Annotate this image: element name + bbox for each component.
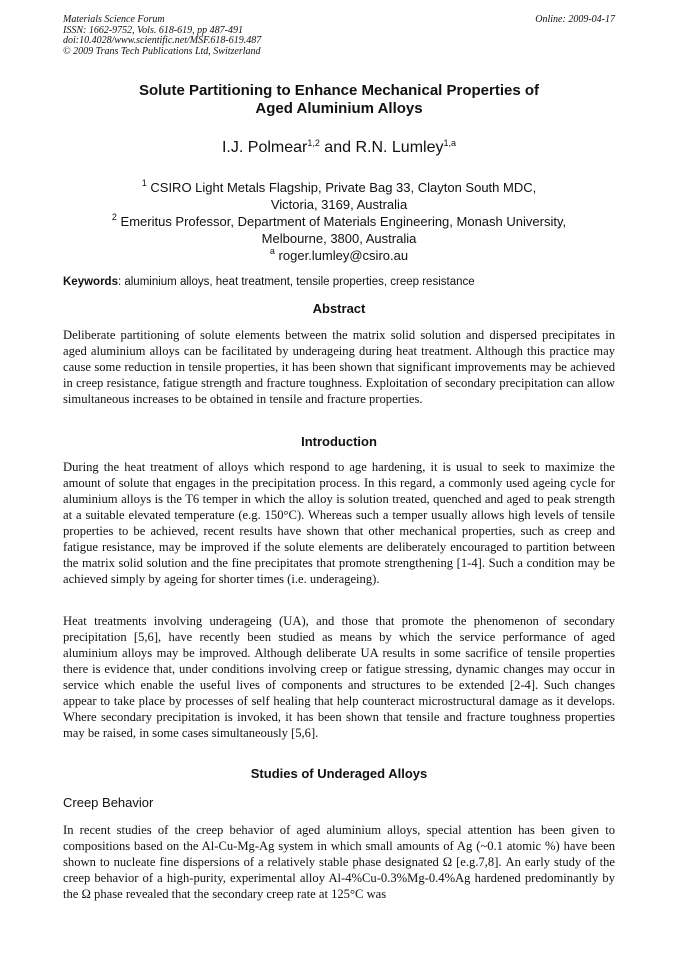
- affiliation-2: [63, 214, 615, 247]
- introduction-paragraph-2: Heat treatments involving underageing (UA), and those that promote the phenomenon of secondary precipitation [5,6], have recently been studied as means by which the service performance of aged aluminium alloys may be improved. Although deliberate UA results in some sacrifice of tensile properties there is evidence that, under conditions involving creep or fatigue stressing, dynamic changes may occur in service which enable the useful lives of components and structures to be extended [2-4]. Such changes appear to take place by processes of self healing that help counteract microstructural damage as it develops. Where secondary precipitation is invoked, it has been shown that tensile and fracture toughness properties may be raised, in some cases simultaneously [5,6].: [63, 614, 615, 740]
- studies-heading: Studies of Underaged Alloys: [250, 766, 428, 781]
- affiliation-2-marker: 2: [111, 212, 117, 222]
- doi-line: doi:10.4028/www.scientific.net/MSF.618-619.487: [63, 35, 262, 47]
- corresponding-email: [63, 248, 615, 263]
- journal-header: [63, 15, 615, 57]
- affiliation-2-line-2: Melbourne, 3800, Australia: [261, 230, 417, 246]
- creep-behavior-subheading: Creep Behavior: [63, 795, 154, 810]
- abstract-text: Deliberate partitioning of solute elements between the matrix solid solution and dispersed precipitates in aged aluminium alloys can be facilitated by underageing during heat treatment. Although this practice may cause some reduction in tensile properties, it has been shown that significant improvements may be achieved in creep resistance, fatigue strength and fracture toughness. Exploitation of secondary precipitation can allow simultaneous increases to be obtained in tensile and fracture properties.: [63, 328, 615, 406]
- author-1-affiliation-marker: 1,2: [307, 138, 320, 148]
- keywords: [63, 276, 615, 288]
- title-line-2: Aged Aluminium Alloys: [255, 100, 423, 117]
- title-line-1: Solute Partitioning to Enhance Mechanical Properties of: [138, 82, 540, 99]
- online-date: Online: 2009-04-17: [535, 14, 615, 25]
- email-marker: a: [269, 246, 275, 256]
- author-lumley: R.N. Lumley: [355, 139, 444, 156]
- introduction-paragraph-1: During the heat treatment of alloys which respond to age hardening, it is usual to seek to maximize the amount of solute that engages in the precipitation process. In this regard, a commonly used ageing cycle for aluminium alloys is the T6 temper in which the alloy is solution treated, quenched and aged to peak strength at a suitable elevated temperature (e.g. 150°C). Whereas such a temper usually allows high levels of tensile properties to be achieved, recent results have shown that other mechanical properties, such as creep and fatigue resistance, may be improved if the solute elements are deliberately encouraged to partition between the matrix solid solution and the fine precipitates that promote strengthening [1-4]. Such a condition may be achieved simply by ageing for shorter times (i.e. underageing).: [63, 460, 615, 586]
- author-list: [63, 139, 615, 157]
- paper-title: [63, 82, 615, 118]
- journal-name: Materials Science Forum: [63, 14, 165, 25]
- email-address[interactable]: roger.lumley@csiro.au: [278, 248, 409, 263]
- author-2-affiliation-marker: 1,a: [443, 138, 456, 148]
- affiliation-2-line-1: Emeritus Professor, Department of Materials Engineering, Monash University,: [120, 214, 567, 229]
- keywords-text: : aluminium alloys, heat treatment, tensile properties, creep resistance: [117, 276, 475, 288]
- affiliation-1: [63, 180, 615, 213]
- introduction-heading: Introduction: [301, 434, 377, 449]
- issn-line: ISSN: 1662-9752, Vols. 618-619, pp 487-491: [63, 24, 243, 36]
- copyright-line: © 2009 Trans Tech Publications Ltd, Switzerland: [63, 45, 261, 57]
- author-polmear: I.J. Polmear: [221, 139, 308, 156]
- abstract-heading: Abstract: [312, 301, 366, 316]
- keywords-label: Keywords: [63, 276, 118, 288]
- affiliation-1-marker: 1: [141, 178, 147, 188]
- creep-paragraph-1: In recent studies of the creep behavior of aged aluminium alloys, special attention has been given to compositions based on the Al-Cu-Mg-Ag system in which small amounts of Ag (~0.1 atomic %) have been shown to nucleate fine dispersions of a relatively stable phase designated Ω [e.g.7,8]. An early study of the creep behavior of a high-purity, experimental alloy Al-4%Cu-0.3%Mg-0.4%Ag hardened predominantly by the Ω phase revealed that the secondary creep rate at 125°C was: [63, 823, 615, 901]
- affiliation-1-line-2: Victoria, 3169, Australia: [270, 196, 408, 212]
- author-conjunction: and: [319, 139, 356, 156]
- affiliation-1-line-1: CSIRO Light Metals Flagship, Private Bag 33, Clayton South MDC,: [150, 180, 537, 195]
